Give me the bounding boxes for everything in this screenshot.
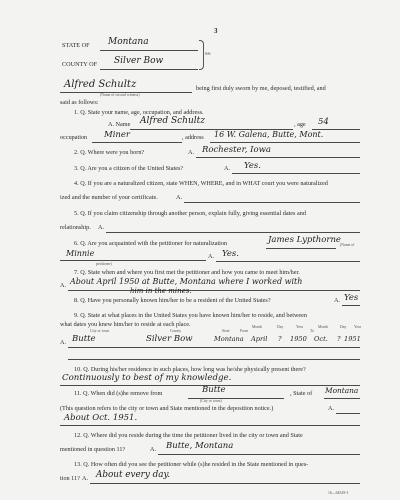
- q9-header-year1: Year: [296, 325, 303, 329]
- q5-question-line1: 5. Q. If you claim citizenship through another person, explain fully, giving essential dates and: [74, 210, 306, 217]
- q6-answer-label: A.: [208, 253, 215, 260]
- q13-answer-value: About every day.: [96, 470, 171, 480]
- q2-answer-line: [196, 157, 360, 158]
- q9-header-state: State: [222, 329, 230, 333]
- witness-name-caption: (Name of second witness): [100, 93, 140, 97]
- county-line: [100, 69, 198, 70]
- q9-month2-value: Oct.: [314, 335, 328, 343]
- q4-answer-line: [184, 202, 360, 203]
- witness-name: Alfred Schultz: [64, 79, 137, 90]
- q1-age-label: , age: [294, 121, 306, 128]
- q9-question-line1: 9. Q. State at what places in the United States you have known him/her to reside, and between: [74, 312, 308, 319]
- q4-answer-label: A.: [176, 194, 183, 201]
- q11-state-label: , State of: [290, 390, 313, 397]
- q4-question-line1: 4. Q. If you are a naturalized citizen, state WHEN, WHERE, and in WHAT court you were naturalized: [74, 180, 328, 187]
- q9-header-county: County: [170, 329, 182, 333]
- q8-answer-line: [342, 305, 360, 306]
- q7-answer-line: [68, 290, 360, 291]
- q1-question: 1. Q. State your name, age, occupation, and address.: [74, 109, 204, 116]
- q11-answer-line-2: [60, 425, 360, 426]
- q11-answer-value: About Oct. 1951.: [64, 413, 138, 423]
- q6-petitioner-caption-2: petitioner): [96, 262, 112, 266]
- q9-day1-value: ?: [278, 335, 282, 343]
- q9-county-value: Silver Bow: [146, 334, 193, 344]
- q8-question: 8. Q. Have you personally known him/her to be a resident of the United States?: [74, 297, 271, 304]
- q13-answer-label: A.: [82, 475, 89, 482]
- q9-header-year2: Year: [354, 325, 361, 329]
- q1-name-label: A. Name: [108, 121, 131, 128]
- q9-answer-label: A.: [60, 339, 67, 346]
- county-value: Silver Bow: [114, 56, 164, 66]
- q1-occupation-value: Miner: [104, 130, 130, 140]
- q13-answer-line: [90, 483, 360, 484]
- q13-question-line1: 13. Q. How often did you see the petitioner while (s)he resided in the State mentioned in ques-: [74, 461, 309, 468]
- q6-petitioner-line: [266, 248, 336, 249]
- q6-petitioner-line-2: [60, 260, 206, 261]
- q11-question: 11. Q. When did (s)he remove from: [74, 390, 163, 397]
- q8-answer-label: A.: [334, 297, 341, 304]
- q9-city-value: Butte: [72, 334, 96, 344]
- ss-brace: [199, 40, 204, 70]
- q9-header-day1: Day: [277, 325, 284, 329]
- county-label: COUNTY OF: [62, 61, 98, 68]
- q8-answer-value: Yes: [344, 293, 359, 303]
- q4-question-line2: ized and the number of your certificate.: [60, 194, 158, 201]
- q9-question-line2: what dates you knew him/her to reside at each place.: [60, 321, 191, 328]
- q2-answer-value: Rochester, Iowa: [202, 145, 271, 155]
- q6-petitioner-name-2: Minnie: [66, 249, 95, 258]
- q1-name-value: Alfred Schultz: [140, 116, 205, 126]
- q9-header-to: To: [310, 329, 314, 333]
- q6-petitioner-value: James Lypthorne: [268, 235, 341, 245]
- q1-address-line: [210, 142, 360, 143]
- q3-question: 3. Q. Are you a citizen of the United States?: [74, 165, 184, 172]
- q5-answer-line: [106, 232, 360, 233]
- q3-answer-line: [232, 173, 360, 174]
- q9-month1-value: April: [251, 335, 268, 343]
- q6-answer-value: Yes.: [222, 249, 239, 259]
- q1-address-label: , address: [182, 134, 204, 141]
- page-number: 3: [214, 27, 218, 35]
- ss-label: SS:: [205, 51, 212, 56]
- q12-question-line2: mentioned in question 11?: [60, 446, 126, 453]
- q11-state-line: [324, 398, 360, 399]
- q10-question: 10. Q. During his/her residence in such places, how long was he/she physically present there?: [74, 366, 306, 373]
- footer-form-code: 16—64549-3: [328, 491, 349, 495]
- q9-header-city: City or town: [90, 329, 110, 333]
- q2-question: 2. Q. Where were you born?: [74, 149, 145, 156]
- q11-answer-label: A.: [328, 405, 335, 412]
- q9-header-from: From: [240, 329, 249, 333]
- q12-answer-value: Butte, Montana: [166, 441, 234, 451]
- q11-question-line2: (This question refers to the city or town and State mentioned in the deposition notice.): [60, 405, 274, 412]
- q12-answer-line: [158, 454, 360, 455]
- q6-answer-line: [216, 261, 360, 262]
- q9-year2-value: 1951: [344, 335, 361, 343]
- q3-answer-label: A.: [224, 165, 231, 172]
- q9-header-month1: Month: [252, 325, 263, 329]
- q11-answer-line: [336, 413, 360, 414]
- q9-year1-value: 1950: [290, 335, 307, 343]
- q7-answer-label: A.: [60, 282, 67, 289]
- q12-question-line1: 12. Q. Where did you reside during the time the petitioner lived in the city or town and State: [74, 432, 303, 439]
- q1-age-value: 54: [318, 117, 329, 127]
- q11-city-caption: (City or town): [200, 399, 222, 403]
- q7-answer-line1: About April 1950 at Butte, Montana where I worked with: [70, 277, 303, 286]
- q7-answer-line2: him in the mines.: [130, 287, 192, 295]
- q1-address-value: 16 W. Galena, Butte, Mont.: [214, 130, 324, 139]
- q9-answer-line: [68, 347, 360, 348]
- q6-question: 6. Q. Are you acquainted with the petitioner for naturalization: [74, 240, 228, 247]
- q11-state-value: Montana: [325, 386, 359, 395]
- q6-petitioner-caption: (Name of: [340, 243, 355, 247]
- q13-question-line2: tion 11?: [60, 475, 80, 482]
- said-as-follows: said as follows:: [60, 99, 99, 106]
- state-value: Montana: [108, 37, 149, 47]
- q3-answer-value: Yes.: [244, 161, 261, 171]
- q7-question: 7. Q. State when and where you first met the petitioner and how you came to meet him/her.: [74, 269, 300, 276]
- q1-occupation-line: [92, 142, 182, 143]
- q9-header-month2: Month: [318, 325, 329, 329]
- q9-header-day2: Day: [340, 325, 347, 329]
- q11-from-value: Butte: [202, 385, 226, 395]
- sworn-text: being first duly sworn by me, deposed, testified, and: [196, 85, 326, 92]
- q2-answer-label: A.: [188, 149, 195, 156]
- q9-state-value: Montana: [214, 335, 244, 343]
- q10-answer-value: Continuously to best of my knowledge.: [62, 373, 232, 383]
- q9-day2-value: ?: [337, 335, 341, 343]
- q1-occupation-label: occupation: [60, 134, 88, 141]
- state-label: STATE OF: [62, 42, 90, 49]
- q5-answer-label: A.: [98, 224, 105, 231]
- q5-question-line2: relationship.: [60, 224, 91, 231]
- state-line: [100, 50, 198, 51]
- q12-answer-label: A.: [150, 446, 157, 453]
- q9-extra-line: [68, 359, 360, 360]
